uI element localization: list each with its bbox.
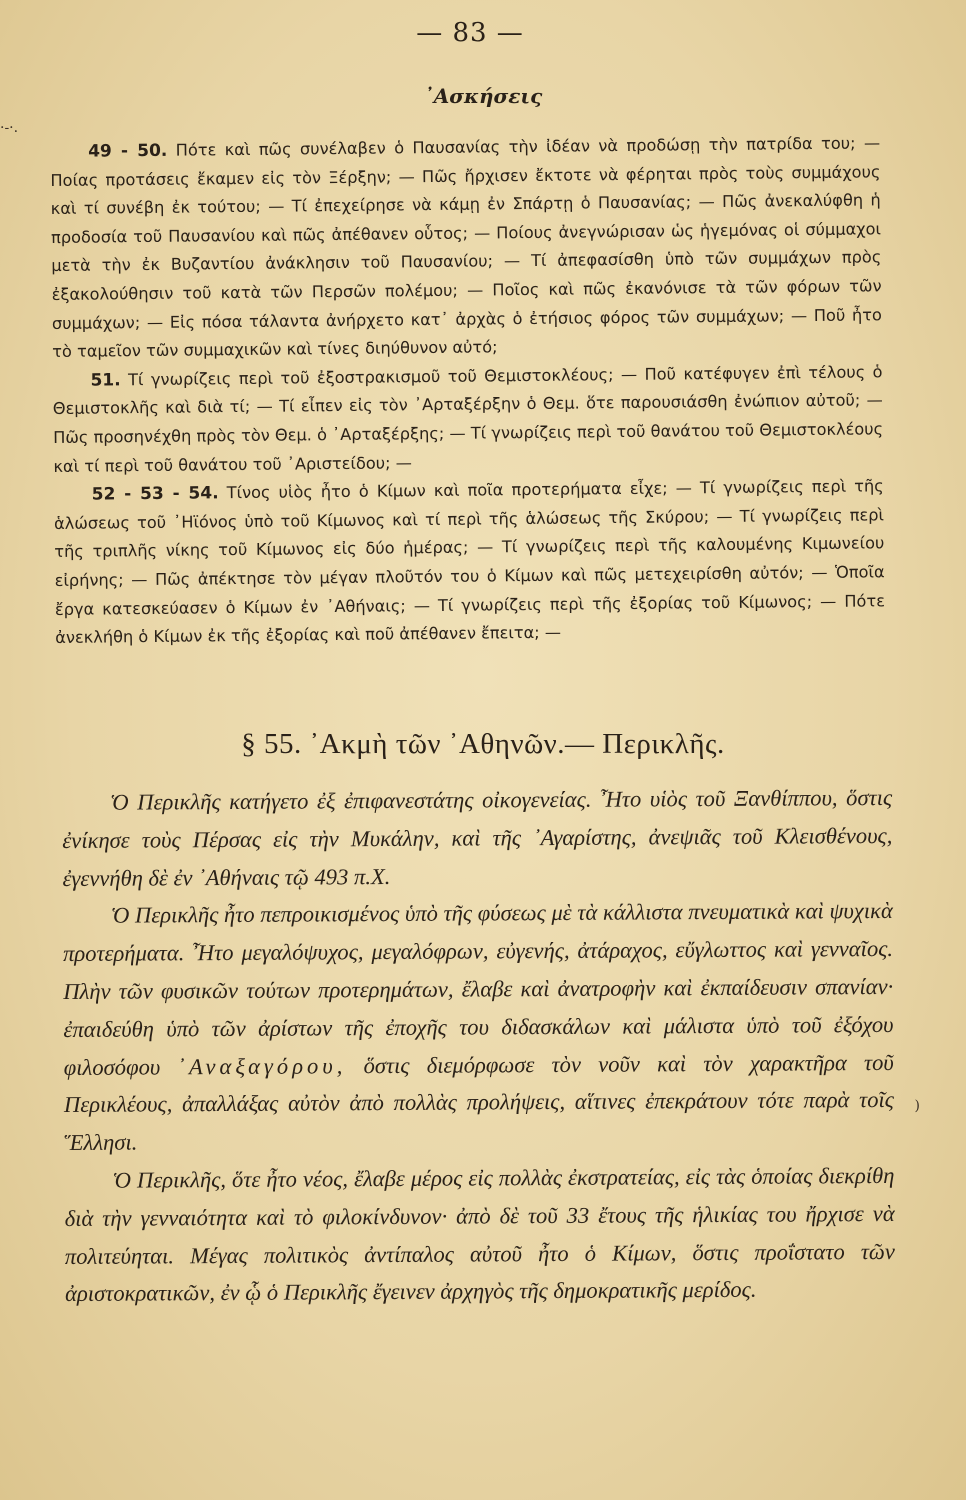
section-heading: § 55. ᾿Ακμὴ τῶν ᾿Αθηνῶν.— Περικλῆς. bbox=[241, 728, 725, 760]
body-paragraph: Ὁ Περικλῆς κατήγετο ἐξ ἐπιφανεστάτης οἰκογενείας. Ἦτο υἱὸς τοῦ Ξανθίππου, ὅστις ἐνίκησε τοὺς Πέρσας εἰς τὴν Μυκάλην, καὶ τῆς ᾿Αγαρίστης, ἀνεψιᾶς τοῦ Κλεισθένους, ἐγεννήθη δὲ ἐν ᾿Αθήναις τῷ 493 π.Χ. bbox=[62, 784, 893, 891]
philosopher-name: ᾿Αναξαγόρου, bbox=[177, 1052, 347, 1079]
body-text-segment: ὅστις διεμόρφωσε τὸν νοῦν καὶ τὸν χαρακτῆρα τοῦ Περικλέους, ἀπαλλάξας αὐτὸν ἀπὸ πολλὰς προλήψεις, αἵτινες ἐπεκράτουν τότε παρὰ τοῖς Ἕλλησι. bbox=[63, 1049, 895, 1156]
exercise-text: Τίνος υἱὸς ἦτο ὁ Κίμων καὶ ποῖα προτερήματα εἶχε; — Τί γνωρίζεις περὶ τῆς ἁλώσεως τοῦ ᾿Ηϊόνος ὑπὸ τοῦ Κίμωνος καὶ τί περὶ τῆς ἁλώσεως τῆς Σκύρου; — Τί γνωρίζεις περὶ τῆς τριπλῆς νίκης τοῦ Κίμωνος εἰς δύο ἡμέρας; — Τί γνωρίζεις περὶ τῆς καλουμένης Κιμωνείου εἰρήνης; — Πῶς ἀπέκτησε τὸν μέγαν πλοῦτόν του ὁ Κίμων καὶ πῶς μετεχειρίσθη αὐτόν; — Ὁποῖα ἔργα κατεσκεύασεν ὁ Κίμων ἐν ᾿Αθήναις; — Τί γνωρίζεις περὶ τῆς ἐξορίας τοῦ Κίμωνος; — Πότε ἀνεκλήθη ὁ Κίμων ἐκ τῆς ἐξορίας καὶ ποῦ ἀπέθανεν ἔπειτα; — bbox=[53, 476, 885, 648]
exercise-paragraph bbox=[52, 358, 883, 481]
exercises-block bbox=[50, 129, 885, 652]
exercise-paragraph bbox=[54, 472, 886, 652]
exercise-text: Πότε καὶ πῶς συνέλαβεν ὁ Παυσανίας τὴν ἰδέαν νὰ προδώσῃ τὴν πατρίδα του; — Ποίας προτάσεις ἔκαμεν εἰς τὸν Ξέρξην; — Πῶς ἤρχισεν ἔκτοτε νὰ φέρηται πρὸς τοὺς συμμάχους καὶ τί συνέβη ἐκ τούτου; — Τί ἐπεχείρησε νὰ κάμῃ ἐν Σπάρτῃ ὁ Παυσανίας; — Πῶς ἀνεκαλύφθη ἡ προδοσία τοῦ Παυσανίου καὶ πῶς ἀπέθανεν οὗτος; — Ποίους ἀνεγνώρισαν ὡς ἡγεμόνας οἱ σύμμαχοι μετὰ τὴν ἐκ Βυζαντίου ἀνάκλησιν τοῦ Παυσανίου; — Τί ἀπεφασίσθη ὑπὸ τῶν συμμάχων πρὸς ἐξακολούθησιν τοῦ κατὰ τῶν Περσῶν πολέμου; — Ποῖος καὶ πῶς ἐκανόνισε τὰ τῶν φόρων τῶν συμμάχων; — Εἰς πόσα τάλαντα ἀνήρχετο κατ᾿ ἀρχὰς ὁ ἐτήσιος φόρος τῶν συμμάχων; — Ποῦ ἦτο τὸ ταμεῖον τῶν συμμαχικῶν καὶ τίνες διηύθυνον αὐτό; bbox=[50, 133, 882, 362]
exercise-number: 52 - 53 - 54. bbox=[91, 483, 219, 505]
left-margin-mark: ·‑·. bbox=[0, 120, 19, 136]
exercises-label: ᾿Ασκήσεις bbox=[423, 84, 543, 108]
body-text bbox=[62, 779, 895, 1313]
page-number: — 83 — bbox=[416, 18, 524, 48]
body-text-segment: Ὁ Περικλῆς ἦτο πεπροικισμένος ὑπὸ τῆς φύσεως μὲ τὰ κάλλιστα πνευματικὰ καὶ ψυχικὰ προτερήματα. Ἦτο μεγαλόψυχος, μεγαλόφρων, εὐγενής, ἀτάραχος, εὔγλωττος καὶ γενναῖος. Πλὴν τῶν φυσικῶν τούτων προτερημάτων, ἔλαβε καὶ ἀνατροφὴν καὶ ἐκπαίδευσιν σπανίαν· ἐπαιδεύθη ὑπὸ τῶν ἀρίστων τῆς ἐποχῆς του διδασκάλων καὶ μάλιστα ὑπὸ τοῦ ἐξόχου φιλοσόφου bbox=[62, 898, 894, 1080]
exercise-number: 51. bbox=[90, 370, 121, 391]
exercise-paragraph bbox=[50, 129, 882, 366]
body-paragraph bbox=[63, 892, 895, 1162]
exercise-number: 49 - 50. bbox=[88, 140, 168, 162]
right-margin-mark: ) bbox=[914, 1098, 920, 1114]
body-paragraph: Ὁ Περικλῆς, ὅτε ἦτο νέος, ἔλαβε μέρος εἰς πολλὰς ἐκστρατείας, εἰς τὰς ὁποίας διεκρίθη διὰ τὴν γενναιότητα καὶ τὸ φιλοκίνδυνον· ἀπὸ δὲ τοῦ 33 ἔτους τῆς ἡλικίας του ἤρχισε νὰ πολιτεύηται. Μέγας πολιτικὸς ἀντίπαλος αὐτοῦ ἦτο ὁ Κίμων, ὅστις προΐστατο τῶν ἀριστοκρατικῶν, ἐν ᾧ ὁ Περικλῆς ἔγεινεν ἀρχηγὸς τῆς δημοκρατικῆς μερίδος. bbox=[64, 1162, 895, 1307]
exercise-text: Τί γνωρίζεις περὶ τοῦ ἐξοστρακισμοῦ τοῦ Θεμιστοκλέους; — Ποῦ κατέφυγεν ἐπὶ τέλους ὁ Θεμιστοκλῆς καὶ διὰ τί; — Τί εἶπεν εἰς τὸν ᾿Αρταξέρξην ὁ Θεμ. ὅτε παρουσιάσθη ἐνώπιον αὐτοῦ; — Πῶς προσηνέχθη πρὸς τὸν Θεμ. ὁ ᾿Αρταξέρξης; — Τί γνωρίζεις περὶ τοῦ θανάτου τοῦ Θεμιστοκλέους καὶ τί περὶ τοῦ θανάτου τοῦ ᾿Αριστείδου; — bbox=[52, 362, 884, 476]
